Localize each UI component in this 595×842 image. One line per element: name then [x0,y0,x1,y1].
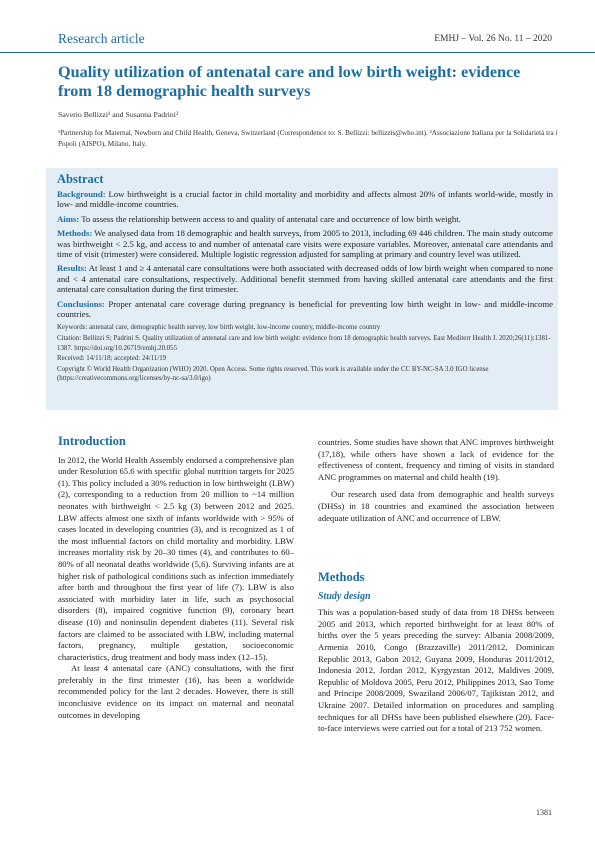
article-type: Research article [58,31,145,46]
abstract-box [46,168,558,410]
study-design-paragraph: This was a population-based study of data from 18 DHSs between 2005 and 2013, which reported birthweight for at least 80% of births over the 5 years preceding the survey: Albania 2008/2009, Armenia 2010, Congo (Brazzaville) 2011/2012, Dominican Republic 2013, Gabon 2012, Guyana 2009, Honduras 2011/2012, Indonesia 2012, Jordan 2012, Kyrgyzstan 2012, Maldives 2009, Republic of Moldova 2005, Peru 2012, Philippines 2013, Sao Tome and Principe 2008/2009, Swaziland 2006/07, Tajikistan 2012, and Ukraine 2007. Detailed information on procedures and sampling techniques for all DHSs have been published elsewhere (20). Face-to-face interviews were carried out for a total of 213 752 women. [318,607,554,734]
abstract-methods [57,228,553,259]
conclusions-label: Conclusions: [57,298,105,309]
right-column [318,437,554,524]
results-text: At least 1 and ≥ 4 antenatal care consultations were both associated with decreased odds of low birth weight when compared to none and < 4 antenatal care consultations, respectively. Additional benefit stemmed from having skilled antenatal care attendants and the first antenatal care consultation during the first trimester. [57,263,553,295]
study-design-subheading: Study design [318,590,371,602]
citation: Citation: Bellizzi S; Padrini S. Quality utilization of antenatal care and low birth weight: evidence from 18 demographic health surveys. East Mediterr Health J. 2020;26(11):1381-1387. https://doi.org/10.26719/emhj.20.055 [57,335,551,352]
header-rule [0,52,595,53]
background-label: Background: [57,189,106,199]
introduction-paragraph-2-continued: countries. Some studies have shown that ANC improves birthweight (17,18), while others have shown a lack of evidence for the effectiveness of content, frequency and timing of visits in standard ANC programmes on maternal and child health (19). [318,437,554,482]
page-number: 1381 [536,808,552,817]
left-column [58,436,294,721]
affiliations: ¹Partnership for Maternal, Newborn and Child Health, Geneva, Switzerland (Correspondence to: S. Bellizzi: bellizzis@who.int). ²Associazione Italiana per la Solidarietà tra i Popoli (AISPO), Milano, Italy. [58,129,558,148]
introduction-paragraph-3: Our research used data from demographic and health surveys (DHSs) in 18 countries and examined the association between adequate utilization of ANC and occurrence of LBW. [318,489,554,523]
conclusions-text: Proper antenatal care coverage during pregnancy is beneficial for preventing low birth weight in low- and middle-income countries. [57,298,553,320]
methods-text: We analysed data from 18 demographic and health surveys, from 2005 to 2013, including 69 446 children. The main study outcome was birthweight < 2.5 kg, and access to and number of antenatal care visits were exposure variables. Moreover, antenatal care attendants and time of visit (trimester) were considered. Multiple logistic regression adjusted for sampling at primary and country level was utilized. [57,228,553,260]
introduction-paragraph-1: In 2012, the World Health Assembly endorsed a comprehensive plan under Resolution 65.6 with specific global nutrition targets for 2025 (1). This policy included a 30% reduction in low birthweight (LBW) (2), corresponding to a reduction from 20 million to ~14 million neonates with birthweight < 2.5 kg (3) between 2012 and 2025. LBW affects almost one sixth of infants worldwide with > 95% of cases located in developing countries (3), and is recognized as 1 of the most influential factors on child mortality and morbidity. LBW increases mortality risk by 20–30 times (4), and contributes to 60–80% of all neonatal deaths worldwide (5,6). Surviving infants are at higher risk of pathological conditions such as infection immediately after birth and throughout the first year of life (7). LBW is also associated with morbidity later in life, such as psychosocial disorders (8), impaired cognitive function (9), coronary heart disease (10) and noninsulin dependent diabetes (11). Several risk factors are claimed to be associated with LBW, including maternal factors, pregnancy, multiple gestation, socioeconomic characteristics, drug treatment and body mass index (12–15). [58,454,294,662]
background-text: Low birthweight is a crucial factor in child mortality and morbidity and affects almost 20% of infants world-wide, mostly in low- and middle-income countries. [57,189,553,210]
aims-label: Aims: [57,213,80,224]
abstract-conclusions [57,299,553,320]
introduction-heading: Introduction [58,434,126,448]
methods-heading: Methods [318,570,365,584]
received-dates: Received: 14/11/18; accepted: 24/11/19 [57,355,167,363]
abstract-background [57,189,553,210]
methods-section [318,572,554,735]
methods-label: Methods: [57,228,93,239]
abstract-aims [57,214,553,224]
abstract-heading: Abstract [57,172,104,186]
journal-reference: EMHJ – Vol. 26 No. 11 – 2020 [434,34,552,44]
results-label: Results: [57,263,87,274]
abstract-results [57,263,553,294]
keywords: Keywords: antenatal care, demographic health survey, low birth weight, low-income country, middle-income country [57,324,381,332]
authors: Saverio Bellizzi¹ and Susanna Padrini² [58,110,179,119]
copyright: Copyright © World Health Organization (WHO) 2020. Open Access. Some rights reserved. This work is available under the CC BY-NC-SA 3.0 IGO license (https://creativecommons.org/licenses/by-nc-sa/3.0/igo) [57,365,489,383]
aims-text: To assess the relationship between access to and quality of antenatal care and occurrence of low birth weight. [79,213,461,224]
article-title: Quality utilization of antenatal care and low birth weight: evidence from 18 demographic health surveys [58,63,521,100]
introduction-paragraph-2: At least 4 antenatal care (ANC) consultations, with the first preferably in the first trimester (16), has been a worldwide recommended policy for the last 2 decades. However, there is still inconclusive evidence on its impact on maternal and neonatal outcomes in developing [58,663,294,720]
running-header [58,31,552,51]
